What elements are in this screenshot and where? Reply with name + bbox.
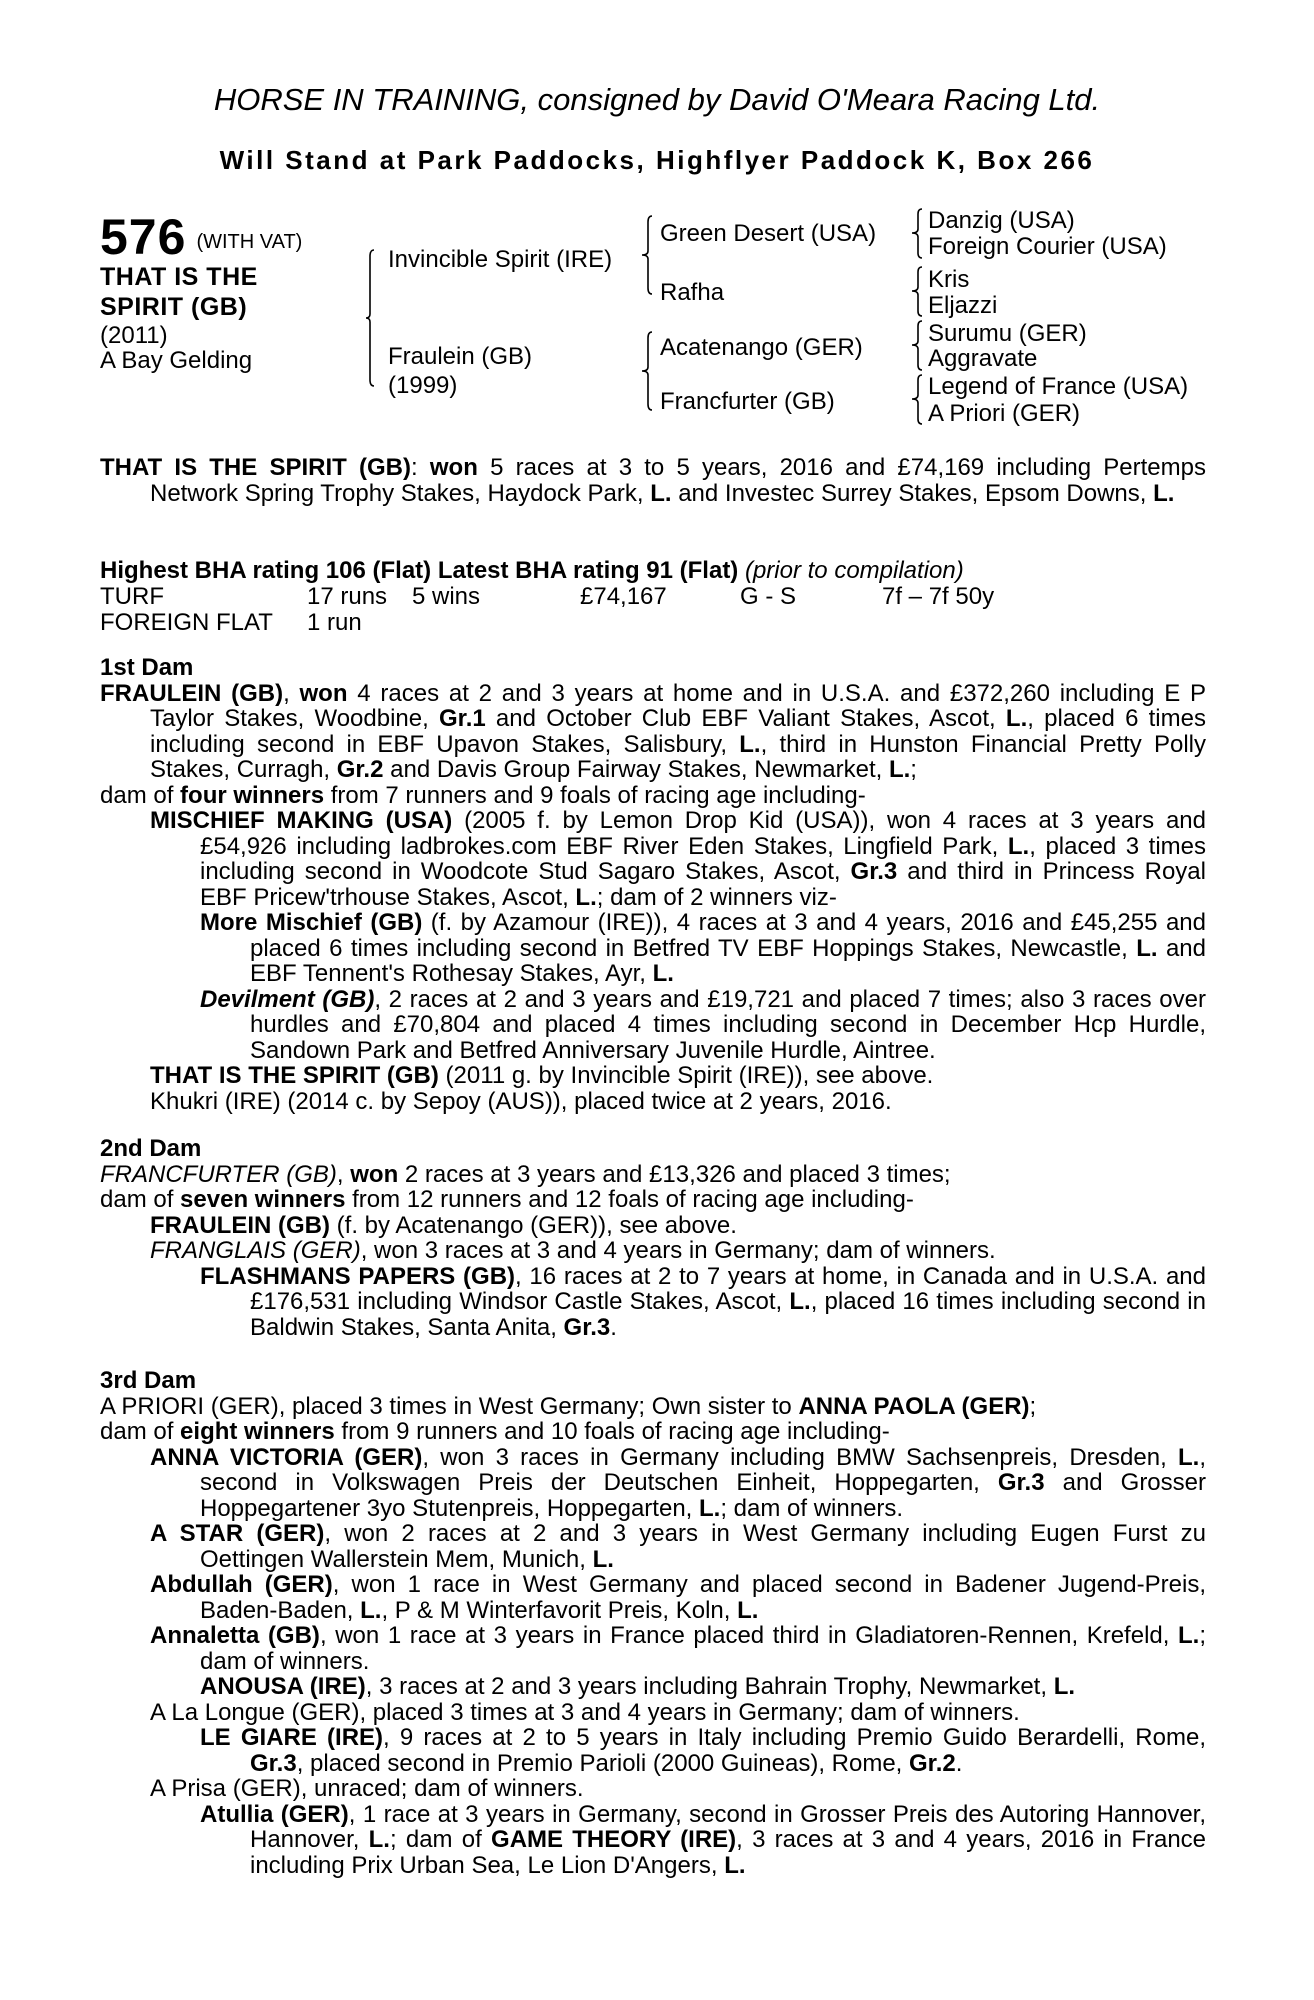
pedigree-dam (388, 342, 532, 400)
turf-going: G - S (740, 583, 797, 610)
pedigree-dam-name: Fraulein (GB) (388, 343, 533, 370)
progeny-entry: More Mischief (GB) (f. by Azamour (IRE)), 4 races at 3 and 4 years, 2016 and £45,255 and placed 6 times including second in Betfred TV EBF Hoppings Stakes, Newcastle, L. and EBF Tennent's Rothesay Stakes, Ayr, L. (200, 909, 1207, 987)
horse-name-line2: SPIRIT (GB) (100, 293, 248, 321)
progeny-entry: FRAULEIN (GB) (f. by Acatenango (GER)), see above. (150, 1211, 737, 1239)
pedigree-g7: Legend of France (USA) (928, 373, 1189, 400)
progeny-name: Devilment (GB) (200, 985, 375, 1013)
turf-distance: 7f – 7f 50y (882, 583, 995, 610)
progeny-name: FRAULEIN (GB) (150, 1211, 330, 1239)
third-dam-heading: 3rd Dam (100, 1367, 197, 1394)
sister-name: ANNA PAOLA (GER) (798, 1392, 1030, 1420)
pedigree-bracket-g56 (906, 319, 930, 373)
pedigree-dam-dam: Francfurter (GB) (660, 388, 835, 415)
dam-text: ; (910, 756, 917, 783)
second-dam-section (100, 1136, 1206, 1340)
second-dam-paragraph: FRANCFURTER (GB), won 2 races at 3 years and £13,326 and placed 3 times; (100, 1160, 951, 1188)
progeny-entry: Annaletta (GB), won 1 race at 3 years in France placed third in Gladiatoren-Rennen, Krefeld, L.; dam of winners. (150, 1622, 1207, 1675)
progeny-entry: Abdullah (GER), won 1 race in West Germany and placed second in Badener Jugend-Preis, Baden-Baden, L., P & M Winterfavorit Preis, Koln, L. (150, 1571, 1206, 1624)
foreign-flat-label: FOREIGN FLAT (100, 609, 273, 636)
third-dam-paragraph: A PRIORI (GER), placed 3 times in West Germany; Own sister to ANNA PAOLA (GER); (100, 1392, 1037, 1420)
turf-prize: £74,167 (580, 583, 667, 610)
progeny-entry: MISCHIEF MAKING (USA) (2005 f. by Lemon Drop Kid (USA)), won 4 races at 3 years and £54,926 including ladbrokes.com EBF River Eden Stakes, Lingfield Park, L., placed 3 times including second in Woodcote Stud Sagaro Stakes, Ascot, Gr.3 and third in Princess Royal EBF Pricew'trhouse Stakes, Ascot, L.; dam of 2 winners viz- (150, 807, 1207, 911)
vat-note: (WITH VAT) (196, 231, 303, 253)
progeny-name: LE GIARE (IRE) (200, 1724, 384, 1751)
progeny-name: ANNA VICTORIA (GER) (150, 1443, 423, 1471)
turf-label: TURF (100, 583, 164, 610)
horse-description: A Bay Gelding (100, 347, 253, 374)
summary-paragraph: THAT IS THE SPIRIT (GB): won 5 races at 3 to 5 years, 2016 and £74,169 including Pertemps Network Spring Trophy Stakes, Haydock Park, L. and Investec Surrey Stakes, Epsom Downs, L. (100, 454, 1206, 507)
pedigree-g3: Kris (928, 266, 970, 293)
progeny-name: GAME THEORY (IRE) (491, 1826, 737, 1853)
won-label: won (299, 679, 348, 707)
third-dam-section (100, 1368, 1206, 1878)
pedigree-g5: Surumu (GER) (928, 320, 1087, 347)
pedigree-bracket-g12 (906, 207, 930, 261)
group-badge: Gr.1 (439, 705, 486, 732)
foaling-year: (2011) (100, 322, 168, 349)
dam-text: 4 races at 2 and 3 years at home and in U.S.A. and £372,260 including E P Taylor Stakes, Woodbine, (150, 679, 1206, 732)
progeny-entry: FRANGLAIS (GER), won 3 races at 3 and 4 years in Germany; dam of winners. (150, 1237, 996, 1264)
winners-count: eight winners (180, 1418, 335, 1445)
pedigree-main-bracket (360, 248, 388, 388)
summary-text2: and Investec Surrey Stakes, Epsom Downs, (671, 479, 1154, 507)
foreign-flat-runs: 1 run (307, 609, 362, 636)
pedigree-sire-bracket (636, 214, 662, 296)
pedigree-g8: A Priori (GER) (928, 400, 1081, 427)
pedigree-bracket-g34 (906, 265, 930, 319)
horse-name (100, 262, 258, 322)
progeny-entry: A Prisa (GER), unraced; dam of winners. (150, 1775, 584, 1802)
progeny-entry: A STAR (GER), won 2 races at 2 and 3 years in West Germany including Eugen Furst zu Oettingen Wallerstein Mem, Munich, L. (150, 1520, 1207, 1573)
pedigree-sire-dam: Rafha (660, 279, 725, 306)
pedigree-bracket-g78 (906, 373, 930, 427)
progeny-entry: ANOUSA (IRE), 3 races at 2 and 3 years including Bahrain Trophy, Newmarket, L. (200, 1673, 1076, 1700)
progeny-name: FLASHMANS PAPERS (GB) (200, 1262, 516, 1290)
lot-number-block (100, 208, 302, 266)
lot-number: 576 (100, 209, 187, 265)
progeny-entry: LE GIARE (IRE), 9 races at 2 to 5 years in Italy including Premio Guido Berardelli, Rome, Gr.3, placed second in Premio Parioli (2000 Guineas), Rome, Gr.2. (200, 1724, 1206, 1777)
dam-of-line: dam of seven winners from 12 runners and 12 foals of racing age including- (100, 1186, 914, 1213)
dam-name: FRAULEIN (GB) (100, 679, 284, 707)
stall-location: Will Stand at Park Paddocks, Highflyer Paddock K, Box 266 (219, 145, 1095, 175)
progeny-entry: Atullia (GER), 1 race at 3 years in Germany, second in Grosser Preis des Autoring Hannover, Hannover, L.; dam of GAME THEORY (IRE), 3 races at 3 and 4 years, 2016 in France including Prix Urban Sea, Le Lion D'Angers, L. (200, 1800, 1207, 1879)
listed-badge: L. (739, 730, 761, 758)
bha-ratings: Highest BHA rating 106 (Flat) Latest BHA rating 91 (Flat) (100, 557, 739, 584)
turf-wins: 5 wins (412, 583, 481, 610)
listed-badge: L. (888, 756, 911, 783)
group-badge: Gr.2 (336, 756, 384, 783)
progeny-name: ANOUSA (IRE) (200, 1673, 366, 1700)
summary-horse-name: THAT IS THE SPIRIT (GB) (100, 454, 411, 481)
race-summary (100, 455, 1206, 506)
dam-text: and Davis Group Fairway Stakes, Newmarket, (383, 756, 889, 783)
dam-text: and October Club EBF Valiant Stakes, Ascot, (485, 705, 1006, 732)
listed-badge: L. (1153, 479, 1175, 507)
pedigree-g4: Eljazzi (928, 292, 998, 319)
first-dam-heading: 1st Dam (100, 654, 194, 681)
second-dam-heading: 2nd Dam (100, 1135, 202, 1162)
progeny-name: Abdullah (GER) (150, 1571, 333, 1598)
summary-won: won (429, 454, 478, 481)
progeny-name: Atullia (GER) (200, 1800, 349, 1828)
summary-text: 5 races at 3 to 5 years, 2016 and £74,169 including Pertemps Network Spring Trophy Stakes, Haydock Park, (150, 454, 1206, 507)
progeny-name: Annaletta (GB) (150, 1622, 320, 1649)
progeny-entry: THAT IS THE SPIRIT (GB) (2011 g. by Invincible Spirit (IRE)), see above. (150, 1062, 934, 1089)
winners-count: four winners (180, 781, 325, 809)
first-dam-paragraph: FRAULEIN (GB), won 4 races at 2 and 3 years at home and in U.S.A. and £372,260 including E P Taylor Stakes, Woodbine, Gr.1 and October Club EBF Valiant Stakes, Ascot, L., placed 6 times including second in EBF Upavon Stakes, Salisbury, L., third in Hunston Financial Pretty Polly Stakes, Curragh, Gr.2 and Davis Group Fairway Stakes, Newmarket, L.; (100, 679, 1206, 783)
pedigree-dam-year: (1999) (388, 372, 458, 399)
pedigree-g1: Danzig (USA) (928, 207, 1075, 234)
catalogue-header-title: HORSE IN TRAINING, consigned by David O'Meara Racing Ltd. (213, 82, 1101, 117)
listed-badge: L. (1005, 705, 1028, 732)
listed-badge: L. (650, 479, 672, 507)
ratings-line (100, 558, 1206, 584)
progeny-entry: Devilment (GB), 2 races at 2 and 3 years and £19,721 and placed 7 times; also 3 races over hurdles and £70,804 and placed 4 times including second in December Hcp Hurdle, Sandown Park and Betfred Anniversary Juvenile Hurdle, Aintree. (200, 985, 1206, 1064)
progeny-entry: A La Longue (GER), placed 3 times at 3 and 4 years in Germany; dam of winners. (150, 1698, 1020, 1726)
dam-text: , third in Hunston Financial Pretty Polly Stakes, Curragh, (150, 730, 1206, 783)
pedigree-g6: Aggravate (928, 345, 1038, 372)
dam-of-line: dam of four winners from 7 runners and 9 foals of racing age including- (100, 781, 866, 809)
first-dam-section (100, 655, 1206, 1114)
progeny-name: FRANGLAIS (GER) (150, 1237, 361, 1264)
dam-name: FRANCFURTER (GB) (100, 1160, 337, 1188)
ratings-note: (prior to compilation) (744, 557, 964, 584)
progeny-name: MISCHIEF MAKING (USA) (150, 807, 453, 834)
dam-of-line: dam of eight winners from 9 runners and 10 foals of racing age including- (100, 1418, 890, 1445)
winners-count: seven winners (180, 1186, 346, 1213)
pedigree-dam-sire: Acatenango (GER) (660, 334, 863, 361)
progeny-name: More Mischief (GB) (200, 909, 423, 936)
progeny-entry: Khukri (IRE) (2014 c. by Sepoy (AUS)), placed twice at 2 years, 2016. (150, 1087, 892, 1115)
pedigree-dam-bracket (636, 330, 662, 412)
turf-runs: 17 runs (307, 583, 388, 610)
pedigree-sire: Invincible Spirit (IRE) (388, 246, 613, 273)
pedigree-sire-sire: Green Desert (USA) (660, 220, 877, 247)
dam-text: , placed 6 times including second in EBF Upavon Stakes, Salisbury, (150, 705, 1206, 758)
pedigree-g2: Foreign Courier (USA) (928, 233, 1167, 260)
progeny-name: A STAR (GER) (150, 1520, 325, 1547)
progeny-entry: FLASHMANS PAPERS (GB), 16 races at 2 to 7 years at home, in Canada and in U.S.A. and £176,531 including Windsor Castle Stakes, Ascot, L., placed 16 times including second in Baldwin Stakes, Santa Anita, Gr.3. (200, 1262, 1206, 1341)
horse-name-line1: THAT IS THE (100, 263, 258, 291)
progeny-name: THAT IS THE SPIRIT (GB) (150, 1062, 439, 1089)
progeny-entry: ANNA VICTORIA (GER), won 3 races in Germany including BMW Sachsenpreis, Dresden, L., second in Volkswagen Preis der Deutschen Einheit, Hoppegarten, Gr.3 and Grosser Hoppegartener 3yo Stutenpreis, Hoppegarten, L.; dam of winners. (150, 1443, 1207, 1522)
